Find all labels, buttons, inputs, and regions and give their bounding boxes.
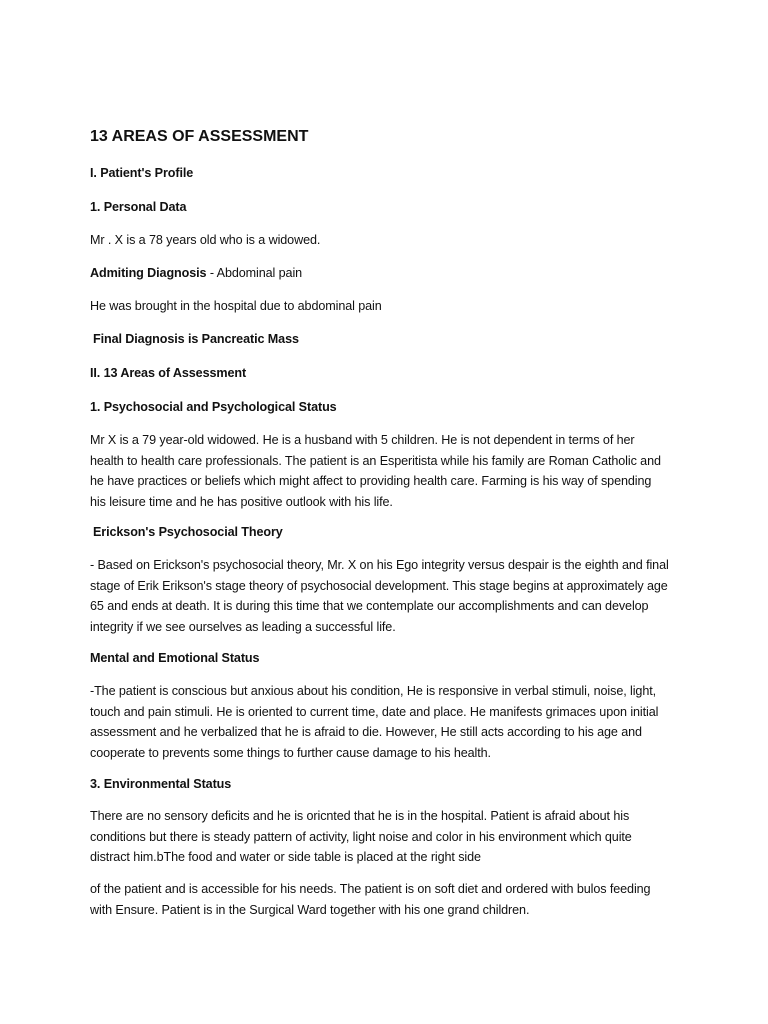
subheading-mental-emotional-status: Mental and Emotional Status — [90, 651, 260, 665]
paragraph-line: integrity if we see ourselves as leading a successful life. — [90, 619, 396, 634]
paragraph-line: touch and pain stimuli. He is oriented to current time, date and place. He manifests grimaces upon initial — [90, 704, 659, 719]
paragraph-line: There are no sensory deficits and he is oricnted that he is in the hospital. Patient is afraid about his — [90, 809, 630, 823]
paragraph-line: with Ensure. Patient is in the Surgical Ward together with his one grand children. — [90, 902, 530, 917]
paragraph-line: 65 and ends at death. It is during this time that we contemplate our accomplishments and can develop — [90, 599, 649, 613]
psychosocial-paragraph — [90, 430, 661, 512]
paragraph-line: distract him.bThe food and water or side table is placed at the right side — [90, 850, 481, 864]
erickson-paragraph — [90, 555, 669, 637]
section-heading-areas-of-assessment: II. 13 Areas of Assessment — [90, 366, 247, 380]
paragraph-line: -The patient is conscious but anxious about his condition, He is responsive in verbal stimuli, noise, light, — [90, 684, 657, 698]
subheading-psychosocial-status: 1. Psychosocial and Psychological Status — [90, 400, 337, 414]
admitting-diagnosis-line — [90, 263, 302, 284]
paragraph-line: - Based on Erickson's psychosocial theory, Mr. X on his Ego integrity versus despair is the eighth and final — [90, 558, 669, 572]
final-diagnosis-text: Final Diagnosis is Pancreatic Mass — [93, 332, 299, 346]
paragraph-line: his leisure time and he has positive outlook with his life. — [90, 494, 393, 509]
paragraph-line: cooperate to prevents some things to further cause damage to his health. — [90, 745, 491, 760]
paragraph-line: of the patient and is accessible for his needs. The patient is on soft diet and ordered with bulos feeding — [90, 882, 651, 896]
paragraph-line: stage of Erik Erikson's stage theory of psychosocial development. This stage begins at approximately age — [90, 578, 668, 593]
environmental-paragraph — [90, 806, 632, 868]
paragraph-line: he have practices or beliefs which might affect to providing health care. Farming is his way of spending — [90, 474, 652, 488]
paragraph-line: health to health care professionals. The patient is an Esperitista while his family are Roman Catholic and — [90, 453, 661, 468]
subheading-erickson-theory: Erickson's Psychosocial Theory — [93, 525, 283, 539]
admitting-diagnosis-value: - Abdominal pain — [206, 266, 303, 280]
paragraph-line: Mr X is a 79 year-old widowed. He is a husband with 5 children. He is not dependent in terms of her — [90, 433, 635, 447]
admitting-diagnosis-label: Admiting Diagnosis — [90, 266, 207, 280]
document-page — [90, 0, 690, 1024]
environmental-paragraph-continued — [90, 879, 650, 920]
mental-status-paragraph — [90, 681, 658, 763]
personal-data-text: Mr . X is a 78 years old who is a widowed. — [90, 233, 321, 247]
document-title: 13 AREAS OF ASSESSMENT — [90, 128, 309, 145]
section-heading-patient-profile: I. Patient's Profile — [90, 166, 194, 180]
subheading-environmental-status: 3. Environmental Status — [90, 777, 232, 791]
subheading-personal-data: 1. Personal Data — [90, 200, 187, 214]
brought-in-text: He was brought in the hospital due to abdominal pain — [90, 299, 382, 313]
paragraph-line: conditions but there is steady pattern of activity, light noise and color in his environment which quite — [90, 829, 632, 844]
paragraph-line: assessment and he verbalized that he is afraid to die. However, He still acts according to his age and — [90, 725, 642, 739]
